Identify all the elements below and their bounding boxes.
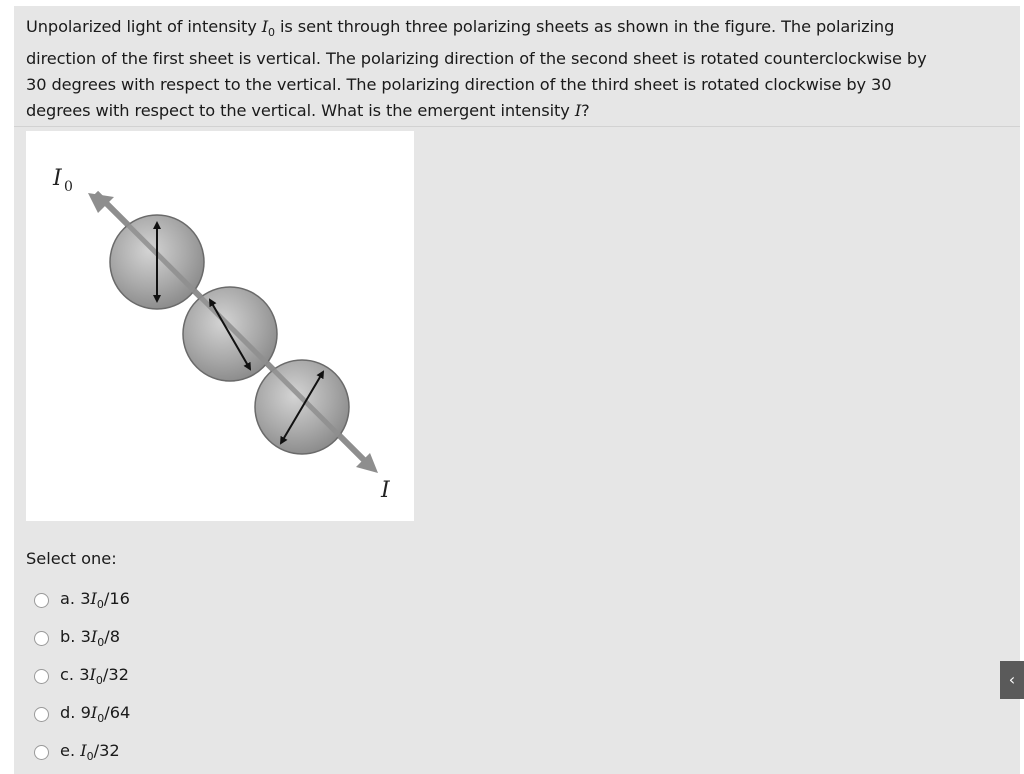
answer-options [34, 581, 130, 771]
option-label: a. $3I_0/16$ [60, 589, 130, 611]
radio-button[interactable] [34, 745, 49, 760]
option-label: c. $3I_0/32$ [60, 665, 129, 687]
radio-button[interactable] [34, 669, 49, 684]
chevron-left-icon: ‹ [1008, 670, 1016, 689]
incoming-light-label [52, 166, 73, 195]
intensity-symbol: I [261, 17, 269, 36]
polarizer-figure [26, 131, 414, 521]
output-intensity-label: I [381, 478, 390, 503]
radio-button[interactable] [34, 593, 49, 608]
option-a[interactable] [34, 581, 130, 619]
option-d[interactable] [34, 695, 130, 733]
svg-text:0: 0 [64, 179, 73, 195]
question-line-3: 30 degrees with respect to the vertical. The polarizing direction of the third sheet is rotated clockwise by 30 [26, 75, 892, 94]
radio-button[interactable] [34, 707, 49, 722]
question-panel [14, 6, 1020, 774]
option-label: b. $3I_0/8$ [60, 627, 121, 649]
divider [14, 126, 1020, 127]
emergent-intensity-symbol: I [574, 101, 582, 120]
light-beam [96, 193, 368, 464]
question-text [26, 14, 986, 124]
question-line-1: Unpolarized light of intensity $I_0$ is sent through three polarizing sheets as shown in the figure. The polarizing [26, 17, 895, 39]
option-e[interactable] [34, 733, 130, 771]
radio-button[interactable] [34, 631, 49, 646]
polarizer-diagram [26, 131, 414, 521]
svg-text:I: I [53, 166, 62, 191]
side-panel-toggle-button[interactable] [1000, 661, 1024, 699]
option-b[interactable] [34, 619, 130, 657]
option-label: d. $9I_0/64$ [60, 703, 131, 725]
option-c[interactable] [34, 657, 130, 695]
intensity-subscript: 0 [268, 26, 275, 39]
question-line-4: degrees with respect to the vertical. What is the emergent intensity I? [26, 101, 590, 120]
select-one-label: Select one: [26, 549, 117, 568]
question-line-2: direction of the first sheet is vertical. The polarizing direction of the second sheet is rotated counterclockwise by [26, 49, 927, 68]
option-label: e. $I_0/32$ [60, 741, 120, 763]
